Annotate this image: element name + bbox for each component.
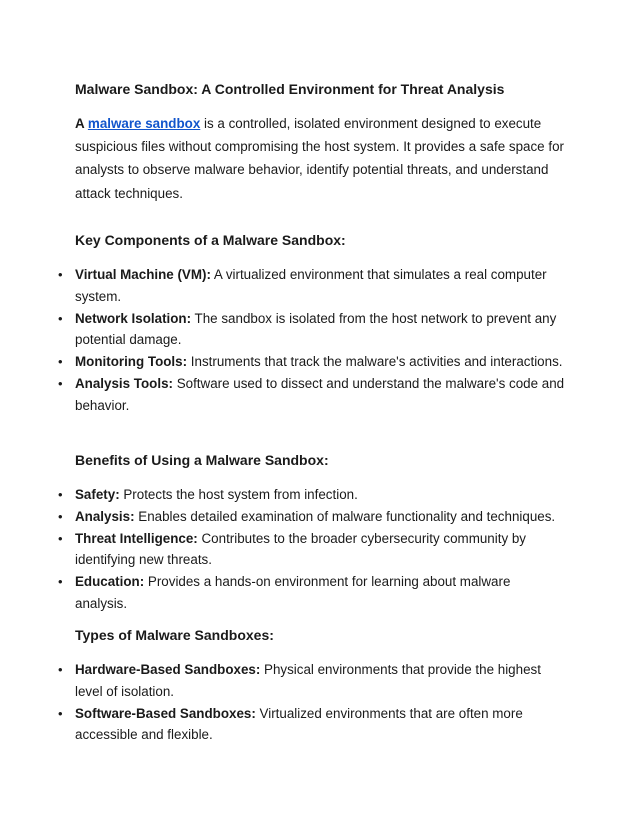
list-item-text: Enables detailed examination of malware functionality and techniques.	[134, 508, 556, 524]
section-heading-benefits: Benefits of Using a Malware Sandbox:	[75, 452, 329, 468]
types-list	[58, 659, 565, 746]
list-item-text: Protects the host system from infection.	[119, 487, 358, 502]
list-item-term: Analysis Tools:	[75, 375, 173, 391]
bullet-icon: •	[58, 530, 63, 546]
list-item-term: Education:	[75, 574, 145, 590]
intro-prefix: A	[75, 116, 88, 131]
list-item-term: Software-Based Sandboxes:	[75, 705, 256, 721]
list-item	[58, 528, 565, 572]
list-item-term: Threat Intelligence:	[75, 530, 198, 546]
malware-sandbox-link[interactable]: malware sandbox	[87, 116, 201, 131]
list-item	[58, 703, 565, 747]
list-item	[58, 659, 565, 703]
list-item-term: Monitoring Tools:	[75, 354, 188, 370]
list-item-term: Network Isolation:	[75, 310, 192, 326]
bullet-icon: •	[58, 267, 63, 282]
list-item-text: Physical environments that provide the highest level of isolation.	[75, 662, 541, 699]
list-item-term: Analysis:	[75, 508, 135, 524]
bullet-icon: •	[58, 705, 63, 721]
bullet-icon: •	[58, 574, 63, 590]
key-components-list	[58, 264, 565, 417]
bullet-icon: •	[58, 354, 63, 370]
document-title: Malware Sandbox: A Controlled Environment for Threat Analysis	[75, 81, 505, 97]
bullet-icon: •	[58, 375, 63, 391]
intro-suffix: is a controlled, isolated environment designed to execute suspicious files without compromising the host system. It provides a safe space for analysts to observe malware behavior, identify potential threats, and understand attack techniques.	[75, 116, 564, 201]
list-item	[58, 308, 565, 352]
list-item-text: A virtualized environment that simulates a real computer system.	[75, 267, 547, 304]
list-item-text: Virtualized environments that are often more accessible and flexible.	[75, 705, 523, 743]
bullet-icon: •	[58, 310, 63, 326]
list-item-term: Safety:	[75, 487, 120, 502]
bullet-icon: •	[58, 662, 63, 677]
list-item-text: The sandbox is isolated from the host network to prevent any potential damage.	[75, 310, 557, 348]
list-item-text: Contributes to the broader cybersecurity community by identifying new threats.	[75, 530, 526, 568]
list-item	[58, 351, 565, 373]
list-item-text: Provides a hands-on environment for learning about malware analysis.	[75, 574, 511, 611]
list-item-term: Hardware-Based Sandboxes:	[75, 662, 261, 677]
list-item-text: Software used to dissect and understand the malware's code and behavior.	[75, 375, 565, 413]
section-heading-types: Types of Malware Sandboxes:	[75, 627, 274, 643]
bullet-icon: •	[58, 487, 63, 502]
list-item-term: Virtual Machine (VM):	[75, 267, 211, 282]
list-item	[58, 571, 565, 615]
list-item	[58, 373, 565, 417]
list-item	[58, 506, 565, 528]
benefits-list	[58, 484, 565, 615]
intro-paragraph	[75, 112, 565, 205]
bullet-icon: •	[58, 508, 63, 524]
list-item	[58, 484, 565, 506]
list-item-text: Instruments that track the malware's activities and interactions.	[187, 354, 563, 370]
list-item	[58, 264, 565, 308]
section-heading-key-components: Key Components of a Malware Sandbox:	[75, 232, 346, 248]
